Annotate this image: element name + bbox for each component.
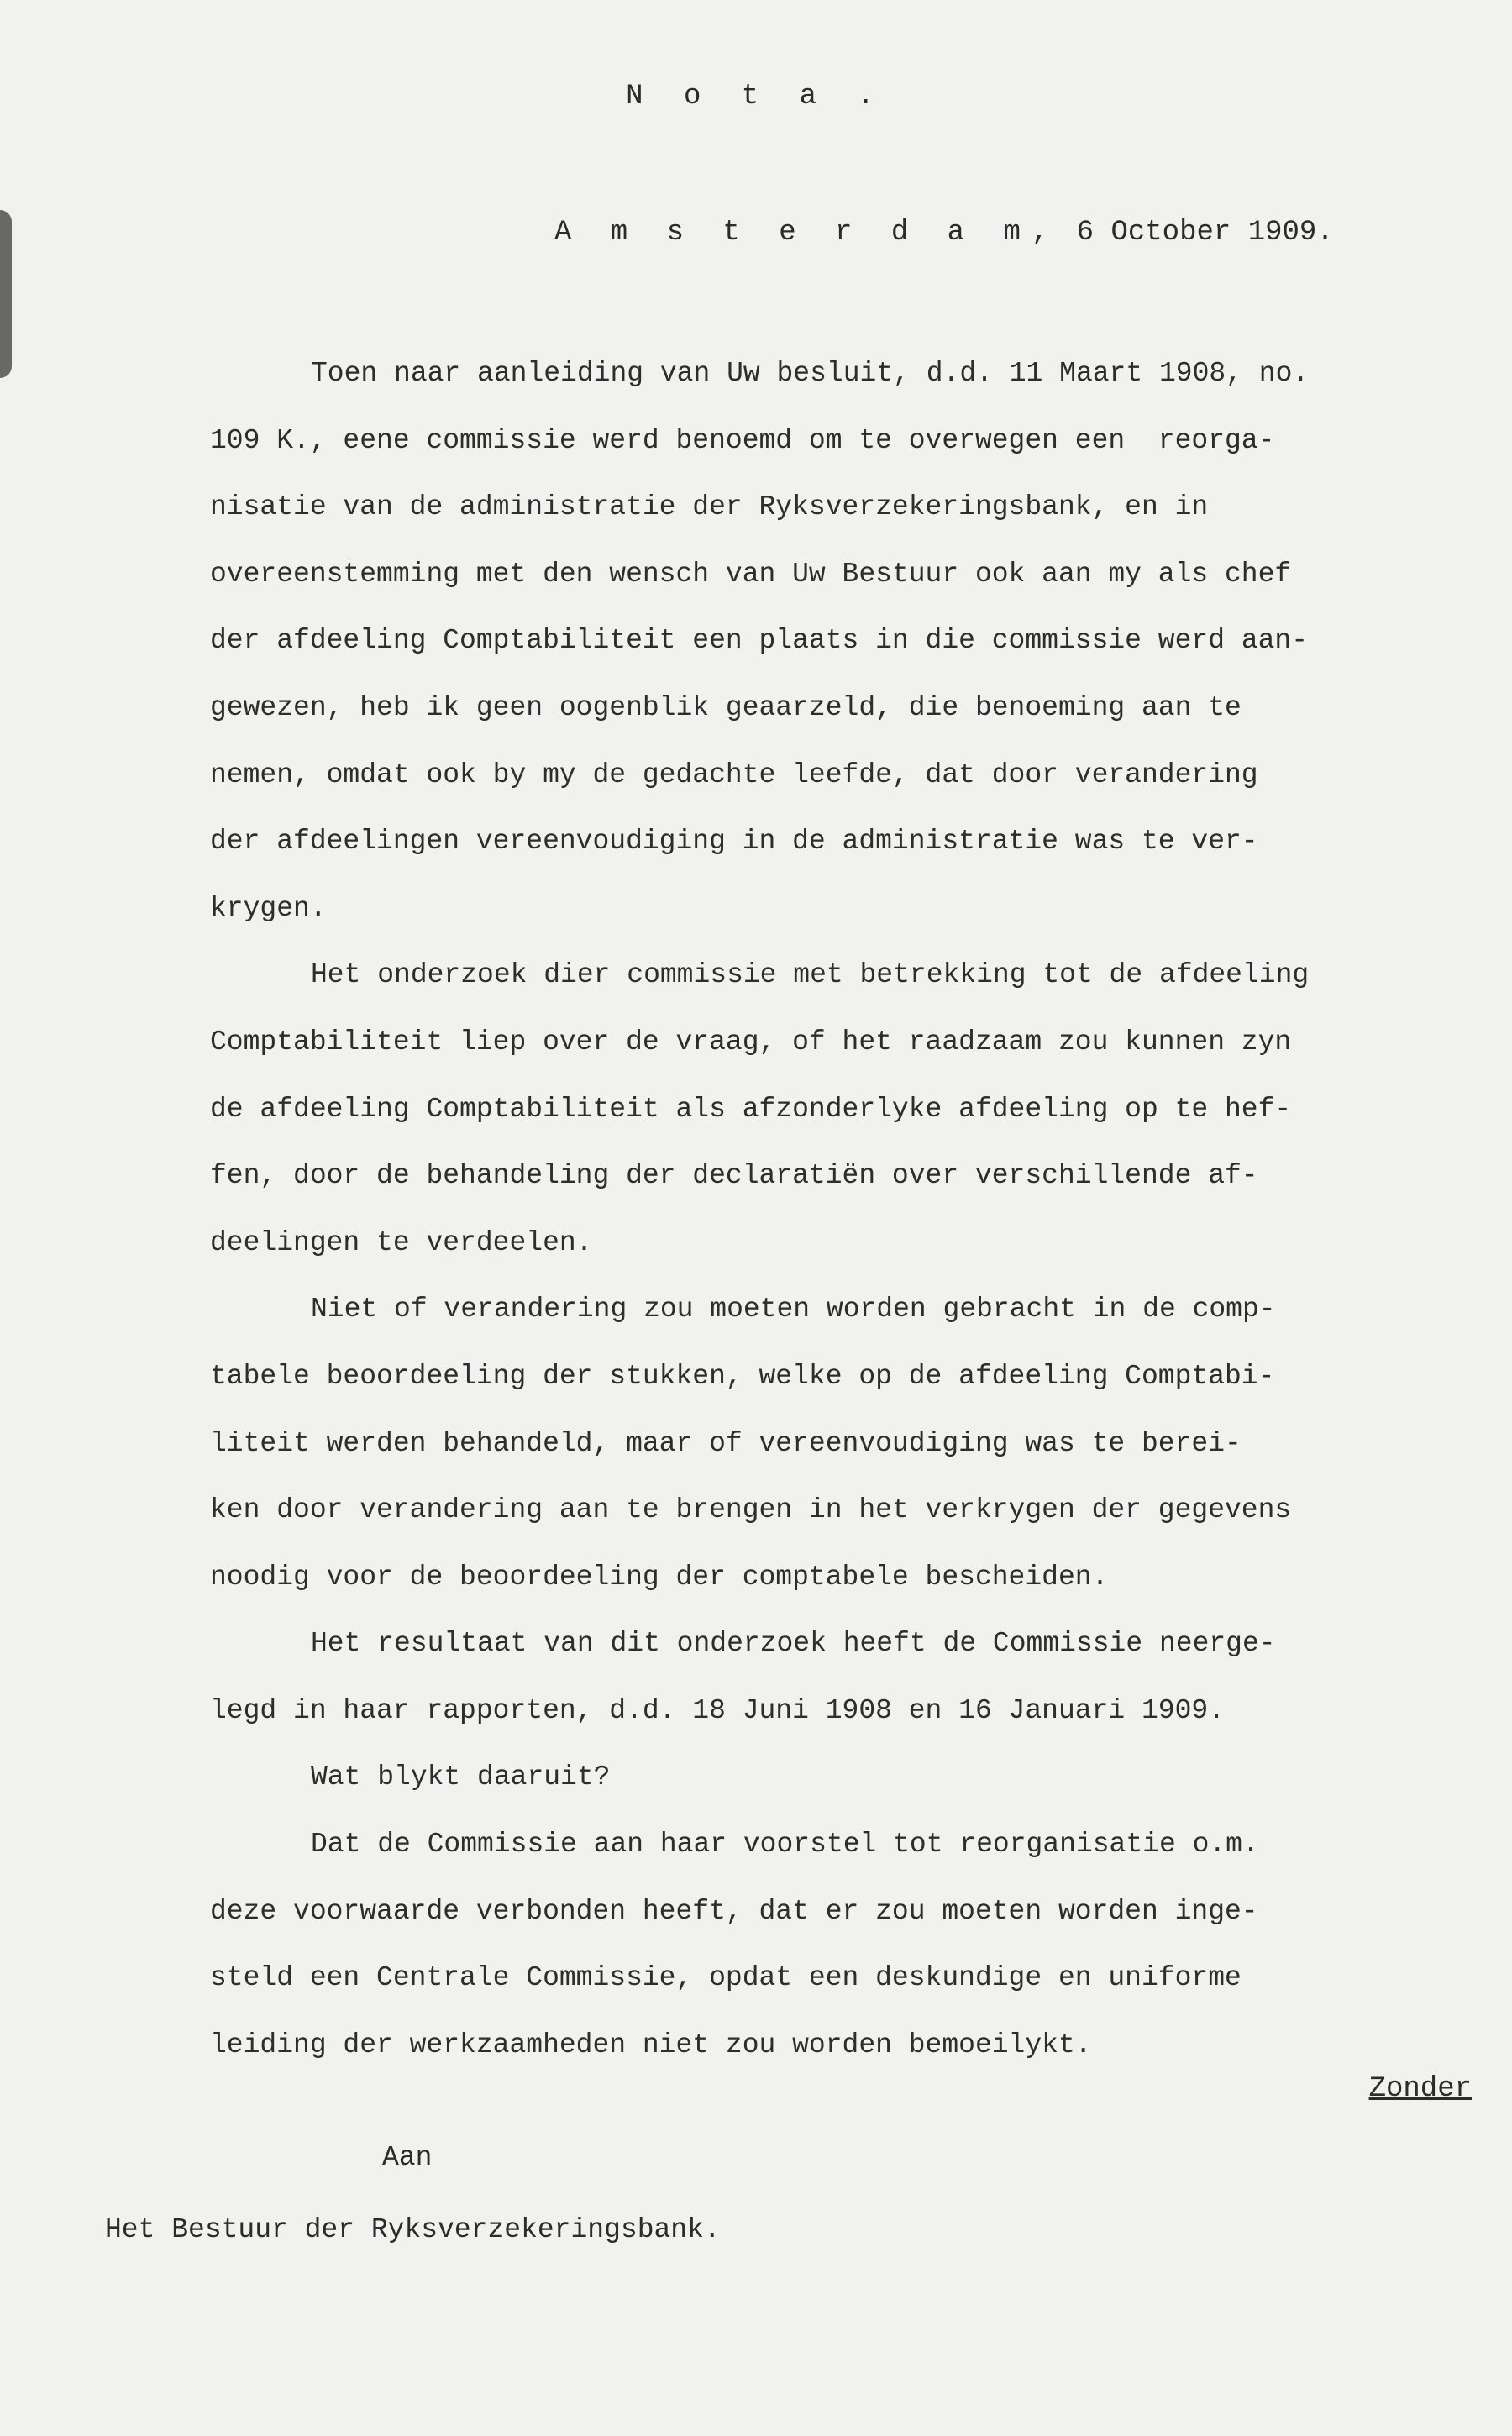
text-line: fen, door de behandeling der declaratiën over verschillende af- (210, 1160, 1258, 1192)
text-line: liteit werden behandeld, maar of vereenvoudiging was te berei- (210, 1427, 1242, 1459)
text-line: 109 K., eene commissie werd benoemd om te overwegen een reorga- (210, 424, 1275, 456)
text-line: noodig voor de beoordeeling der comptabele bescheiden. (210, 1561, 1109, 1593)
place-name: A m s t e r d a m, (554, 217, 1060, 249)
date: 6 October 1909. (1059, 217, 1334, 249)
text-line: Het resultaat van dit onderzoek heeft de Commissie neerge- (311, 1628, 1276, 1660)
text-line: nemen, omdat ook by my de gedachte leefde, dat door verandering (210, 759, 1258, 790)
text-line: tabele beoordeeling der stukken, welke op de afdeeling Comptabi- (210, 1360, 1275, 1392)
text-line: Toen naar aanleiding van Uw besluit, d.d. 11 Maart 1908, no. (311, 358, 1310, 389)
letter-body (210, 340, 1508, 2078)
text-line: leiding der werkzaamheden niet zou worden bemoeilykt. (210, 2029, 1092, 2061)
text-line: Het onderzoek dier commissie met betrekking tot de afdeeling (311, 959, 1310, 991)
text-line: der afdeelingen vereenvoudiging in de administratie was te ver- (210, 826, 1258, 858)
text-line: deze voorwaarde verbonden heeft, dat er zou moeten worden inge- (210, 1895, 1258, 1927)
text-line: ken door verandering aan te brengen in het verkrygen der gegevens (210, 1494, 1292, 1526)
document-title: N o t a . (626, 81, 886, 113)
dateline (554, 217, 1334, 249)
text-line: nisatie van de administratie der Ryksverzekeringsbank, en in (210, 491, 1209, 523)
text-line: Comptabiliteit liep over de vraag, of het raadzaam zou kunnen zyn (210, 1026, 1292, 1058)
text-line: der afdeeling Comptabiliteit een plaats in die commissie werd aan- (210, 625, 1309, 657)
text-line: de afdeeling Comptabiliteit als afzonderlyke afdeeling op te hef- (210, 1093, 1292, 1125)
text-line: Niet of verandering zou moeten worden gebracht in de comp- (311, 1294, 1276, 1326)
text-line: steld een Centrale Commissie, opdat een deskundige en uniforme (210, 1962, 1242, 1994)
text-line: overeenstemming met den wensch van Uw Bestuur ook aan my als chef (210, 558, 1292, 590)
text-line: Wat blykt daaruit? (311, 1761, 611, 1793)
text-line: Dat de Commissie aan haar voorstel tot reorganisatie o.m. (311, 1829, 1259, 1861)
text-line: gewezen, heb ik geen oogenblik geaarzeld, die benoeming aan te (210, 691, 1242, 723)
catchword: Zonder (1368, 2073, 1472, 2105)
text-line: deelingen te verdeelen. (210, 1226, 593, 1258)
text-line: legd in haar rapporten, d.d. 18 Juni 1908 en 16 Januari 1909. (210, 1694, 1225, 1726)
address-to: Aan (382, 2142, 433, 2173)
addressee: Het Bestuur der Ryksverzekeringsbank. (105, 2214, 721, 2245)
page-edge-shadow (0, 210, 12, 378)
text-line: krygen. (210, 892, 327, 924)
